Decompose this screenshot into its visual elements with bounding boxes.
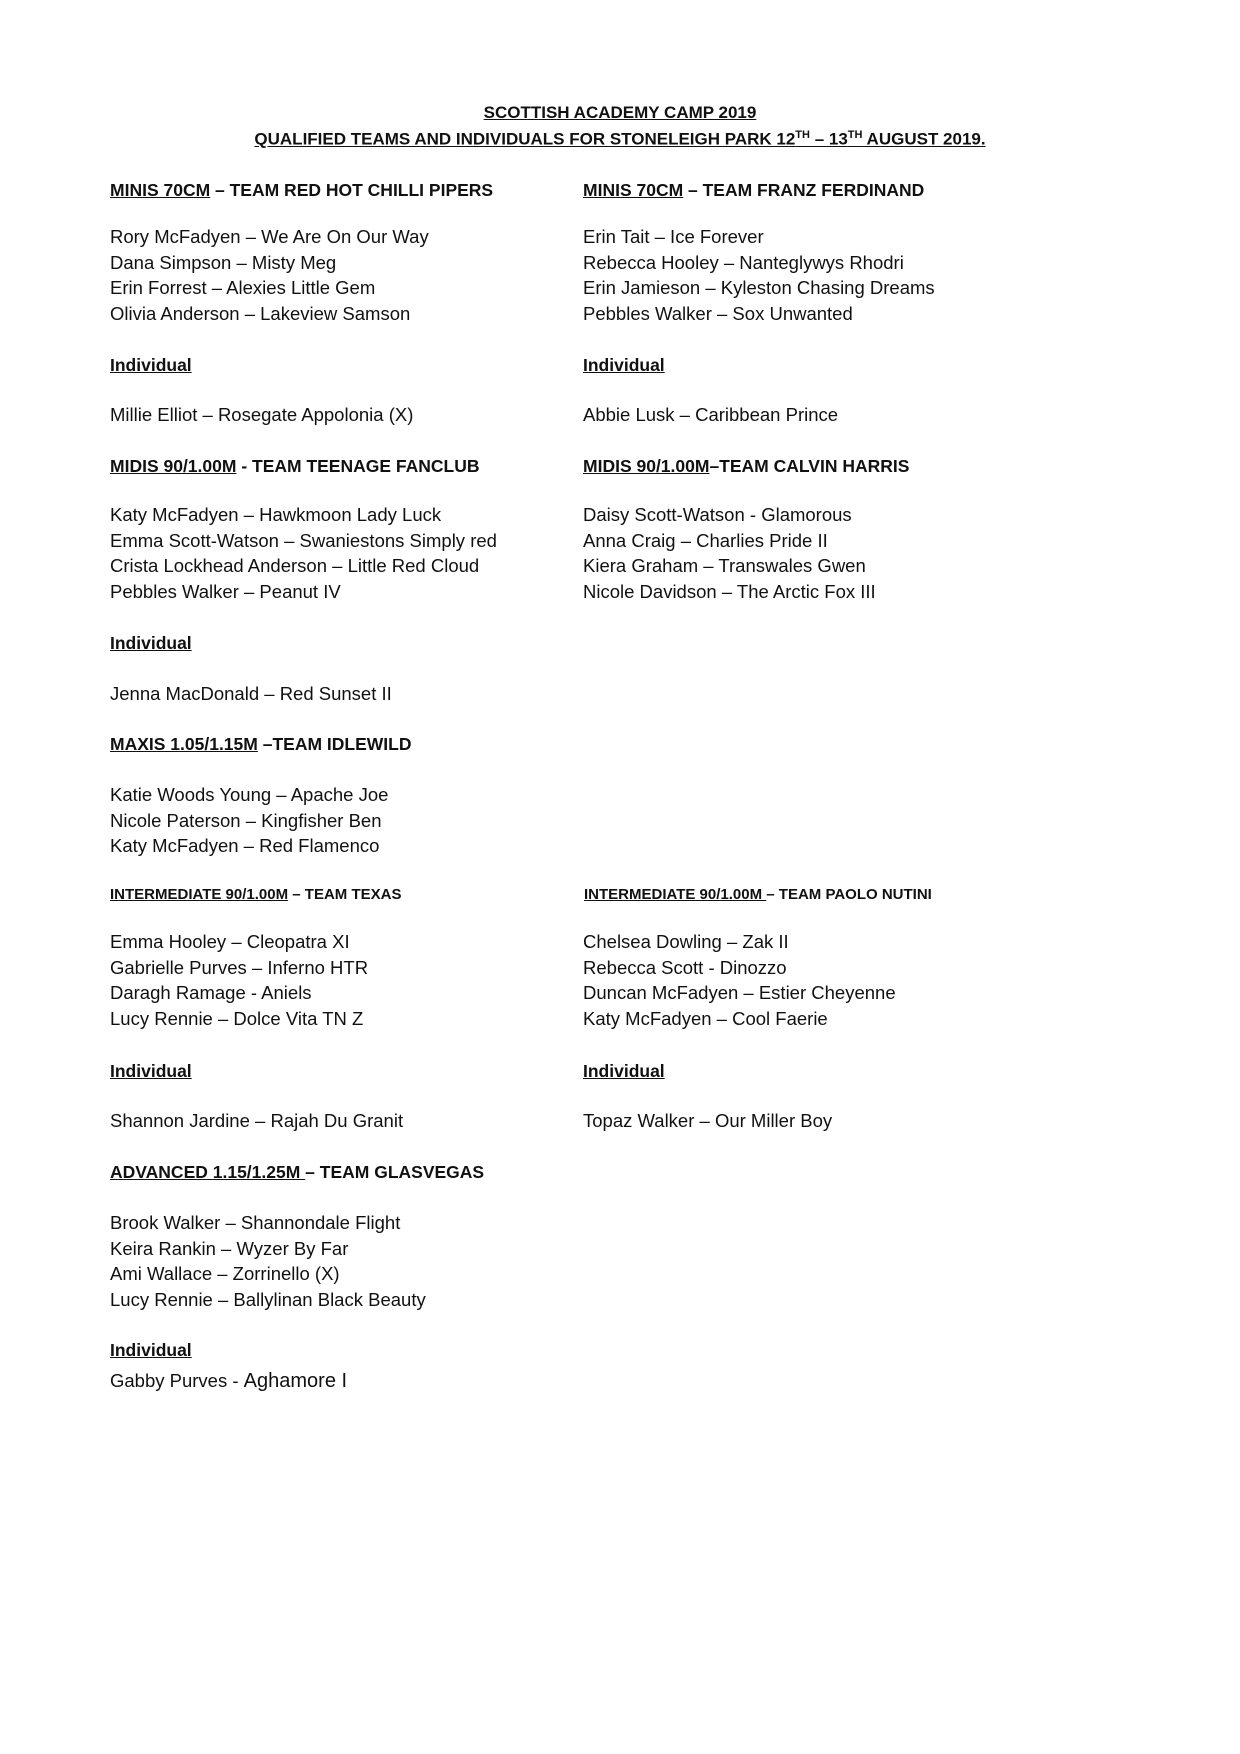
list-item: Dana Simpson – Misty Meg	[110, 251, 337, 273]
section-advanced-glasvegas	[110, 1162, 484, 1183]
individual-heading: Individual	[110, 1061, 192, 1081]
list-item: Pebbles Walker – Sox Unwanted	[583, 302, 853, 324]
section-heading: ADVANCED 1.15/1.25M – TEAM GLASVEGAS	[110, 1162, 485, 1182]
list-item: Rebecca Scott - Dinozzo	[583, 956, 787, 978]
individual-heading: Individual	[583, 355, 665, 375]
team-members-texas	[110, 929, 368, 1031]
list-item: Lucy Rennie – Dolce Vita TN Z	[110, 1007, 364, 1029]
individual-entry: Shannon Jardine – Rajah Du Granit	[110, 1110, 404, 1131]
list-item: Lucy Rennie – Ballylinan Black Beauty	[110, 1288, 426, 1310]
list-item: Emma Hooley – Cleopatra XI	[110, 931, 350, 952]
team-members-red-hot-chilli-pipers	[110, 224, 429, 326]
section-heading: MIDIS 90/1.00M–TEAM CALVIN HARRIS	[583, 456, 910, 476]
list-item: Katy McFadyen – Cool Faerie	[583, 1007, 828, 1029]
section-heading: INTERMEDIATE 90/1.00M – TEAM PAOLO NUTINI	[584, 886, 932, 903]
section-heading: MIDIS 90/1.00M - TEAM TEENAGE FANCLUB	[110, 456, 480, 476]
team-members-teenage-fanclub	[110, 502, 497, 604]
list-item: Chelsea Dowling – Zak II	[583, 931, 789, 952]
list-item: Ami Wallace – Zorrinello (X)	[110, 1263, 340, 1285]
list-item: Daragh Ramage - Aniels	[110, 982, 312, 1004]
section-intermediate-texas	[110, 886, 401, 903]
list-item: Gabrielle Purves – Inferno HTR	[110, 956, 369, 978]
team-members-glasvegas	[110, 1210, 426, 1312]
list-item: Kiera Graham – Transwales Gwen	[583, 555, 866, 577]
list-item: Erin Jamieson – Kyleston Chasing Dreams	[583, 277, 935, 299]
list-item: Daisy Scott-Watson - Glamorous	[583, 504, 852, 525]
list-item: Crista Lockhead Anderson – Little Red Cloud	[110, 555, 480, 577]
individual-entry: Jenna MacDonald – Red Sunset II	[110, 683, 392, 704]
team-members-idlewild	[110, 782, 388, 859]
list-item: Erin Tait – Ice Forever	[583, 226, 764, 247]
section-midis-calvin-harris	[583, 456, 909, 477]
section-heading: MAXIS 1.05/1.15M –TEAM IDLEWILD	[110, 734, 412, 754]
individual-heading: Individual	[110, 1340, 192, 1360]
individual-heading: Individual	[110, 355, 192, 375]
list-item: Emma Scott-Watson – Swaniestons Simply red	[110, 529, 497, 551]
list-item: Erin Forrest – Alexies Little Gem	[110, 277, 376, 299]
list-item: Pebbles Walker – Peanut IV	[110, 580, 341, 602]
team-members-paolo-nutini	[583, 929, 896, 1031]
individual-entry: Millie Elliot – Rosegate Appolonia (X)	[110, 404, 414, 425]
list-item: Katie Woods Young – Apache Joe	[110, 784, 389, 805]
list-item: Nicole Paterson – Kingfisher Ben	[110, 809, 382, 831]
section-minis-franz-ferdinand	[583, 180, 924, 201]
section-heading: MINIS 70CM – TEAM FRANZ FERDINAND	[583, 180, 925, 200]
list-item: Olivia Anderson – Lakeview Samson	[110, 302, 411, 324]
document-title: SCOTTISH ACADEMY CAMP 2019	[483, 103, 757, 122]
individual-entry: Abbie Lusk – Caribbean Prince	[583, 404, 839, 425]
team-members-franz-ferdinand	[583, 224, 935, 326]
section-minis-red-hot-chilli-pipers	[110, 180, 493, 201]
team-members-calvin-harris	[583, 502, 876, 604]
list-item: Keira Rankin – Wyzer By Far	[110, 1237, 349, 1259]
list-item: Nicole Davidson – The Arctic Fox III	[583, 580, 876, 602]
document-subtitle: QUALIFIED TEAMS AND INDIVIDUALS FOR STONELEIGH PARK 12TH – 13TH AUGUST 2019.	[254, 129, 986, 149]
individual-entry: Gabby Purves - Aghamore I	[110, 1370, 348, 1392]
section-heading: MINIS 70CM – TEAM RED HOT CHILLI PIPERS	[110, 180, 494, 200]
list-item: Katy McFadyen – Hawkmoon Lady Luck	[110, 504, 442, 525]
individual-entry: Topaz Walker – Our Miller Boy	[583, 1110, 833, 1131]
section-heading: INTERMEDIATE 90/1.00M – TEAM TEXAS	[110, 886, 402, 903]
list-item: Brook Walker – Shannondale Flight	[110, 1212, 401, 1233]
section-maxis-idlewild	[110, 734, 411, 755]
individual-heading: Individual	[110, 633, 192, 653]
individual-heading: Individual	[583, 1061, 665, 1081]
list-item: Rory McFadyen – We Are On Our Way	[110, 226, 429, 247]
list-item: Anna Craig – Charlies Pride II	[583, 529, 828, 551]
section-midis-teenage-fanclub	[110, 456, 480, 477]
section-intermediate-paolo-nutini	[584, 886, 932, 903]
list-item: Duncan McFadyen – Estier Cheyenne	[583, 982, 896, 1004]
list-item: Katy McFadyen – Red Flamenco	[110, 835, 380, 857]
list-item: Rebecca Hooley – Nanteglywys Rhodri	[583, 251, 904, 273]
